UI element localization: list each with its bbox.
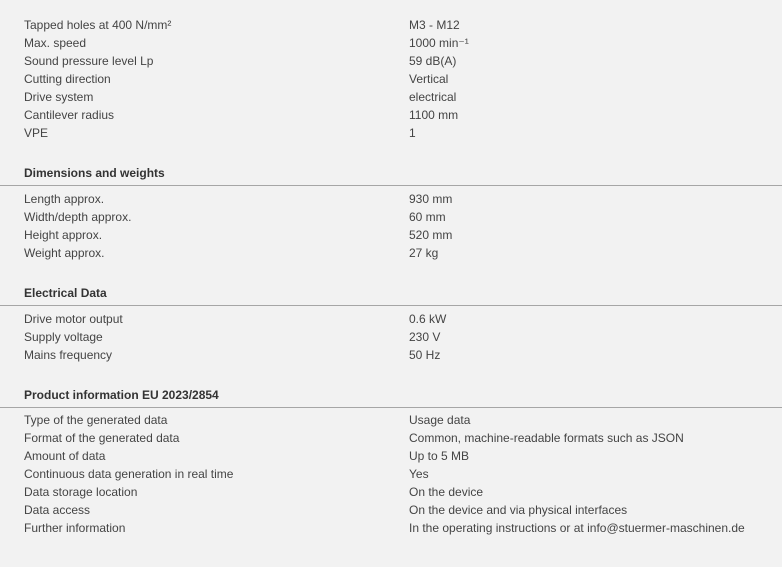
spec-value: Common, machine-readable formats such as JSON (409, 431, 684, 445)
spec-value: 520 mm (409, 228, 453, 242)
spec-label: Amount of data (24, 449, 106, 463)
spec-row (0, 70, 782, 88)
spec-value: Vertical (409, 72, 449, 86)
spec-label: Drive system (24, 90, 94, 104)
spec-row (0, 483, 782, 501)
spec-value: Yes (409, 467, 429, 481)
spec-row (0, 310, 782, 328)
spec-row (0, 519, 782, 537)
spec-row (0, 16, 782, 34)
spec-label: Drive motor output (24, 312, 123, 326)
spec-row (0, 34, 782, 52)
section-heading-product-info (0, 385, 782, 408)
spec-value: 930 mm (409, 192, 453, 206)
spec-row (0, 244, 782, 262)
spec-label: Length approx. (24, 192, 105, 206)
spec-value: 230 V (409, 330, 441, 344)
spec-label: Mains frequency (24, 348, 113, 362)
spec-row (0, 88, 782, 106)
spec-label: Further information (24, 521, 126, 535)
spec-value: Up to 5 MB (409, 449, 470, 463)
spec-label: Format of the generated data (24, 431, 180, 445)
spec-row (0, 226, 782, 244)
dimensions-section (0, 190, 782, 262)
spec-row (0, 52, 782, 70)
spec-value: 1 (409, 126, 416, 140)
spec-value: 1100 mm (409, 108, 459, 122)
spec-value: electrical (409, 90, 457, 104)
spec-value: 27 kg (409, 246, 439, 260)
spec-value: On the device (409, 485, 484, 499)
spec-value: On the device and via physical interfaces (409, 503, 628, 517)
spec-label: Sound pressure level Lp (24, 54, 154, 68)
spec-label: Data access (24, 503, 91, 517)
spec-value: 50 Hz (409, 348, 441, 362)
section-heading-electrical (0, 283, 782, 306)
section-heading-dimensions (0, 163, 782, 186)
section-title: Electrical Data (24, 286, 107, 300)
general-section (0, 16, 782, 142)
spec-row (0, 124, 782, 142)
spec-value: 60 mm (409, 210, 446, 224)
section-title: Dimensions and weights (24, 166, 165, 180)
spec-value: Usage data (409, 413, 471, 427)
spec-label: Cantilever radius (24, 108, 115, 122)
spec-row (0, 411, 782, 429)
spec-value: M3 - M12 (409, 18, 460, 32)
spec-value: 0.6 kW (409, 312, 447, 326)
spec-label: Cutting direction (24, 72, 111, 86)
spec-row (0, 346, 782, 364)
spec-value: 1000 min⁻¹ (409, 36, 469, 50)
spec-row (0, 501, 782, 519)
spec-row (0, 190, 782, 208)
product-info-section (0, 411, 782, 537)
electrical-section (0, 310, 782, 364)
spec-label: Supply voltage (24, 330, 103, 344)
spec-row (0, 429, 782, 447)
spec-label: Weight approx. (24, 246, 105, 260)
spec-label: Type of the generated data (24, 413, 168, 427)
spec-label: Tapped holes at 400 N/mm² (24, 18, 172, 32)
spec-row (0, 106, 782, 124)
spec-row (0, 465, 782, 483)
spec-row (0, 447, 782, 465)
spec-row (0, 208, 782, 226)
spec-label: Data storage location (24, 485, 138, 499)
spec-label: VPE (24, 126, 49, 140)
spec-label: Height approx. (24, 228, 103, 242)
section-title: Product information EU 2023/2854 (24, 388, 219, 402)
spec-label: Continuous data generation in real time (24, 467, 234, 481)
spec-label: Max. speed (24, 36, 87, 50)
spec-label: Width/depth approx. (24, 210, 132, 224)
contact-info-value: In the operating instructions or at info@stuermer-maschinen.de (409, 521, 745, 535)
spec-value: 59 dB(A) (409, 54, 457, 68)
spec-row (0, 328, 782, 346)
